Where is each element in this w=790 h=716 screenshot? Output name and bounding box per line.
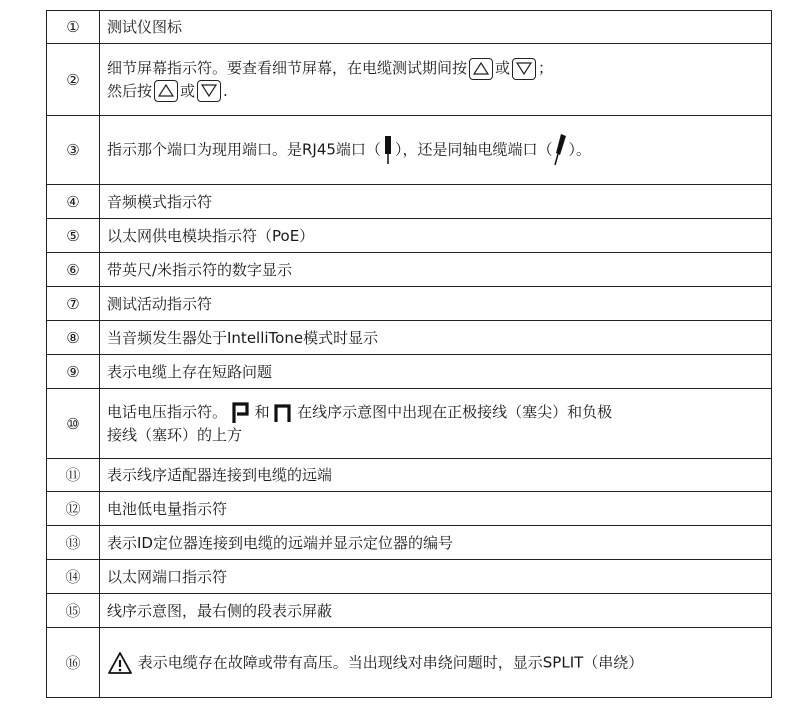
row-number: ① bbox=[47, 11, 100, 44]
row-description: 测试仪图标 bbox=[100, 11, 772, 44]
text-segment: 电话电压指示符。 bbox=[107, 403, 228, 422]
table-row bbox=[47, 287, 772, 321]
text-segment: 在线序示意图中出现在正极接线（塞尖）和负极 bbox=[297, 403, 613, 422]
text-segment: 然后按 bbox=[107, 81, 153, 100]
row-description: 测试活动指示符 bbox=[100, 287, 772, 321]
text-segment: 接线（塞环）的上方 bbox=[107, 425, 243, 444]
text-segment: 细节屏幕指示符。要查看细节屏幕，在电缆测试期间按 bbox=[107, 59, 468, 77]
row-number: ③ bbox=[47, 116, 100, 185]
table-row bbox=[47, 459, 772, 492]
ring-n-icon bbox=[274, 403, 292, 423]
legend-table bbox=[46, 10, 772, 698]
text-segment: ）。 bbox=[568, 140, 591, 159]
text-segment: 或 bbox=[180, 81, 196, 100]
row-number: ⑤ bbox=[47, 219, 100, 253]
table-row bbox=[47, 594, 772, 628]
row-description: 当音频发生器处于IntelliTone模式时显示 bbox=[100, 321, 772, 355]
table-row bbox=[47, 185, 772, 219]
row-number: ⑪ bbox=[47, 459, 100, 492]
table-row bbox=[47, 11, 772, 44]
down-triangle-key-icon bbox=[197, 80, 221, 102]
table-row bbox=[47, 628, 772, 698]
text-segment: 或 bbox=[495, 59, 511, 77]
down-triangle-key-icon bbox=[512, 58, 536, 80]
text-segment: 指示那个端口为现用端口。是RJ45端口（ bbox=[107, 140, 381, 159]
row-number: ⑨ bbox=[47, 355, 100, 389]
row-description: 表示线序适配器连接到电缆的远端 bbox=[100, 459, 772, 492]
row-number: ⑩ bbox=[47, 389, 100, 459]
table-row bbox=[47, 355, 772, 389]
table-row bbox=[47, 219, 772, 253]
up-triangle-key-icon bbox=[154, 80, 178, 102]
row-number: ② bbox=[47, 44, 100, 116]
row-description bbox=[100, 44, 772, 116]
text-segment: . bbox=[223, 81, 228, 100]
warning-icon bbox=[107, 651, 133, 675]
table-row bbox=[47, 492, 772, 526]
row-description: 以太网供电模块指示符（PoE） bbox=[100, 219, 772, 253]
table-row bbox=[47, 44, 772, 116]
rj45-port-icon bbox=[381, 135, 395, 165]
row-number: ⑮ bbox=[47, 594, 100, 628]
row-number: ⑭ bbox=[47, 560, 100, 594]
row-description bbox=[100, 116, 772, 185]
row-number: ⑧ bbox=[47, 321, 100, 355]
row-description: 表示电缆上存在短路问题 bbox=[100, 355, 772, 389]
row-number: ⑫ bbox=[47, 492, 100, 526]
table-row bbox=[47, 116, 772, 185]
table-row bbox=[47, 253, 772, 287]
row-description: 音频模式指示符 bbox=[100, 185, 772, 219]
row-description: 带英尺/米指示符的数字显示 bbox=[100, 253, 772, 287]
row-description: 线序示意图，最右侧的段表示屏蔽 bbox=[100, 594, 772, 628]
coax-port-icon bbox=[552, 133, 568, 167]
row-description bbox=[100, 389, 772, 459]
row-number: ⑯ bbox=[47, 628, 100, 698]
row-description bbox=[100, 628, 772, 698]
row-number: ⑬ bbox=[47, 526, 100, 560]
row-description: 表示ID定位器连接到电缆的远端并显示定位器的编号 bbox=[100, 526, 772, 560]
text-segment: ），还是同轴电缆端口（ bbox=[394, 140, 553, 159]
tip-p-icon bbox=[232, 402, 250, 424]
row-number: ⑦ bbox=[47, 287, 100, 321]
text-segment: 表示电缆存在故障或带有高压。当出现线对串绕问题时，显示SPLIT（串绕） bbox=[137, 653, 644, 671]
row-number: ⑥ bbox=[47, 253, 100, 287]
text-segment: ； bbox=[538, 59, 554, 77]
up-triangle-key-icon bbox=[469, 58, 493, 80]
table-row bbox=[47, 389, 772, 459]
row-description: 以太网端口指示符 bbox=[100, 560, 772, 594]
table-row bbox=[47, 560, 772, 594]
row-description: 电池低电量指示符 bbox=[100, 492, 772, 526]
table-row bbox=[47, 526, 772, 560]
table-row bbox=[47, 321, 772, 355]
text-segment: 和 bbox=[254, 403, 270, 422]
row-number: ④ bbox=[47, 185, 100, 219]
